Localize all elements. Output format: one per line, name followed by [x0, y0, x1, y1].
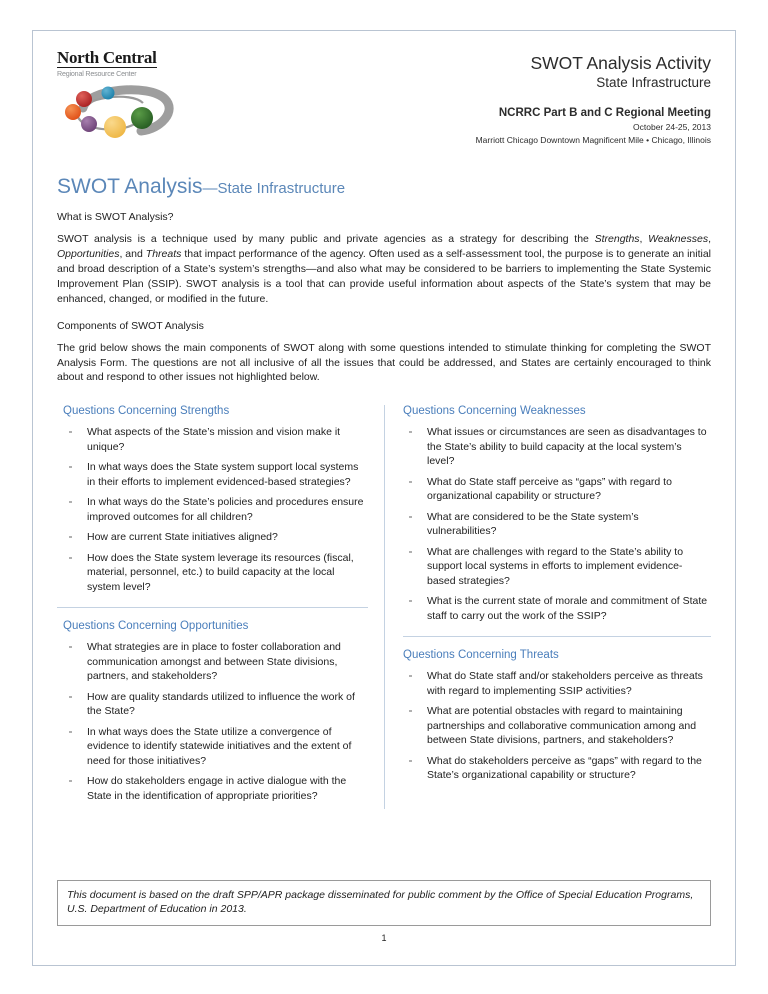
- list-item: How are current State initiatives aligned?: [63, 530, 368, 544]
- header-meeting-name: NCRRC Part B and C Regional Meeting: [498, 106, 711, 119]
- intro-text-1: SWOT analysis is a technique used by many public and private agencies as a strategy for describing the: [57, 233, 595, 246]
- list-item: What are considered to be the State system’s vulnerabilities?: [403, 510, 711, 539]
- document-footer: [57, 880, 711, 943]
- quadrant-opportunities: [57, 607, 368, 803]
- logo-tagline: Regional Resource Center: [57, 69, 137, 78]
- list-item: In what ways does the State utilize a convergence of evidence to identify statewide initiatives and the extent of need for those initiatives?: [63, 725, 368, 768]
- page-content: [33, 31, 735, 965]
- intro-emphasis-weaknesses: Weaknesses: [648, 233, 709, 246]
- logo-spheres-graphic: [57, 81, 247, 144]
- header-subtitle: State Infrastructure: [596, 75, 711, 91]
- page-frame: [32, 30, 736, 966]
- list-item: What do stakeholders perceive as “gaps” with regard to the State’s organizational capability or structure?: [403, 754, 711, 783]
- logo-sphere-blue: [102, 87, 115, 100]
- quadrant-threats-list: [403, 669, 711, 782]
- list-item: In what ways do the State’s policies and procedures ensure improved outcomes for all children?: [63, 495, 368, 524]
- list-item: What is the current state of morale and commitment of State staff to carry out the work of the SSIP?: [403, 594, 711, 623]
- list-item: What issues or circumstances are seen as disadvantages to the State’s ability to build capacity at the local system’s level?: [403, 425, 711, 468]
- page-title-dash: —: [202, 180, 218, 197]
- quadrant-weaknesses: [403, 405, 711, 623]
- components-paragraph: The grid below shows the main components of SWOT along with some questions intended to stimulate thinking for completing the SWOT Analysis Form. The questions are not all inclusive of all the issues that could be addressed, and States are certainly encouraged to think about and respond to other issues not highlighted below.: [57, 341, 711, 384]
- quadrant-threats: [403, 636, 711, 782]
- header-meeting-info: [247, 49, 711, 146]
- quadrant-strengths-heading: Questions Concerning Strengths: [63, 405, 230, 418]
- document-header: [57, 49, 711, 157]
- page-number: 1: [381, 933, 387, 943]
- logo-wordmark: North Central: [57, 48, 157, 67]
- header-meeting-date: October 24-25, 2013: [633, 122, 711, 133]
- intro-text-2: ,: [639, 233, 649, 246]
- disclaimer-box: This document is based on the draft SPP/APR package disseminated for public comment by the Office of Special Education Programs, U.S. Department of Education in 2013.: [57, 880, 711, 926]
- quadrant-threats-heading: Questions Concerning Threats: [403, 649, 559, 662]
- intro-text-5: that impact performance of the agency. Often used as a self-assessment tool, the purpose is to generate an initial and broad description of a State’s system’s strengths—and also what may be considered to be barriers to implementing the State Systemic Improvement Plan (SSIP). SWOT analysis is a tool that can provide useful information about aspects of the State’s system that may be enhanced, changed, or modified in the future.: [57, 248, 711, 305]
- logo-sphere-orange: [65, 104, 81, 120]
- logo-sphere-purple: [81, 116, 97, 132]
- swot-grid-left-column: [57, 405, 384, 809]
- header-meeting-venue: Marriott Chicago Downtown Magnificent Mile • Chicago, Illinois: [475, 134, 711, 145]
- what-is-swot-label: What is SWOT Analysis?: [57, 211, 174, 224]
- list-item: What strategies are in place to foster collaboration and communication amongst and between State divisions, partners, and stakeholders?: [63, 640, 368, 683]
- intro-text-3: ,: [708, 233, 711, 246]
- page-title: [57, 175, 711, 198]
- intro-text-4: , and: [119, 248, 146, 260]
- list-item: What do State staff and/or stakeholders perceive as threats with regard to implementing SSIP activities?: [403, 669, 711, 698]
- page-title-sub: State Infrastructure: [217, 180, 346, 197]
- list-item: In what ways does the State system support local systems in their efforts to implement evidenced-based strategies?: [63, 460, 368, 489]
- quadrant-strengths-list: [63, 425, 368, 594]
- quadrant-opportunities-heading: Questions Concerning Opportunities: [63, 620, 249, 633]
- intro-paragraph: [57, 232, 711, 307]
- list-item: What aspects of the State’s mission and vision make it unique?: [63, 425, 368, 454]
- list-item: What do State staff perceive as “gaps” with regard to organizational capability or structure?: [403, 475, 711, 504]
- intro-emphasis-strengths: Strengths: [594, 233, 640, 246]
- list-item: How does the State system leverage its resources (fiscal, material, personnel, etc.) to build capacity at the local system level?: [63, 551, 368, 594]
- swot-grid-right-column: [384, 405, 711, 809]
- logo-ellipse-svg: [57, 81, 187, 139]
- logo-sphere-gold: [104, 116, 126, 138]
- list-item: How do stakeholders engage in active dialogue with the State in the identification of appropriate priorities?: [63, 774, 368, 803]
- intro-emphasis-threats: Threats: [145, 248, 182, 260]
- list-item: What are challenges with regard to the State’s ability to support local systems in efforts to implement evidence-based strategies?: [403, 545, 711, 588]
- swot-grid: [57, 405, 711, 809]
- list-item: How are quality standards utilized to influence the work of the State?: [63, 690, 368, 719]
- intro-emphasis-opportunities: Opportunities: [57, 248, 120, 260]
- organization-logo: [57, 49, 247, 144]
- quadrant-strengths: [57, 405, 368, 594]
- quadrant-opportunities-list: [63, 640, 368, 803]
- logo-sphere-green: [131, 107, 153, 129]
- quadrant-weaknesses-heading: Questions Concerning Weaknesses: [403, 405, 586, 418]
- quadrant-weaknesses-list: [403, 425, 711, 623]
- list-item: What are potential obstacles with regard to maintaining partnerships and collaborative communication among and between State divisions, partners, and stakeholders?: [403, 704, 711, 747]
- header-title: SWOT Analysis Activity: [530, 53, 711, 73]
- logo-sphere-red: [76, 91, 92, 107]
- page-title-main: SWOT Analysis: [57, 175, 203, 198]
- components-label: Components of SWOT Analysis: [57, 319, 204, 332]
